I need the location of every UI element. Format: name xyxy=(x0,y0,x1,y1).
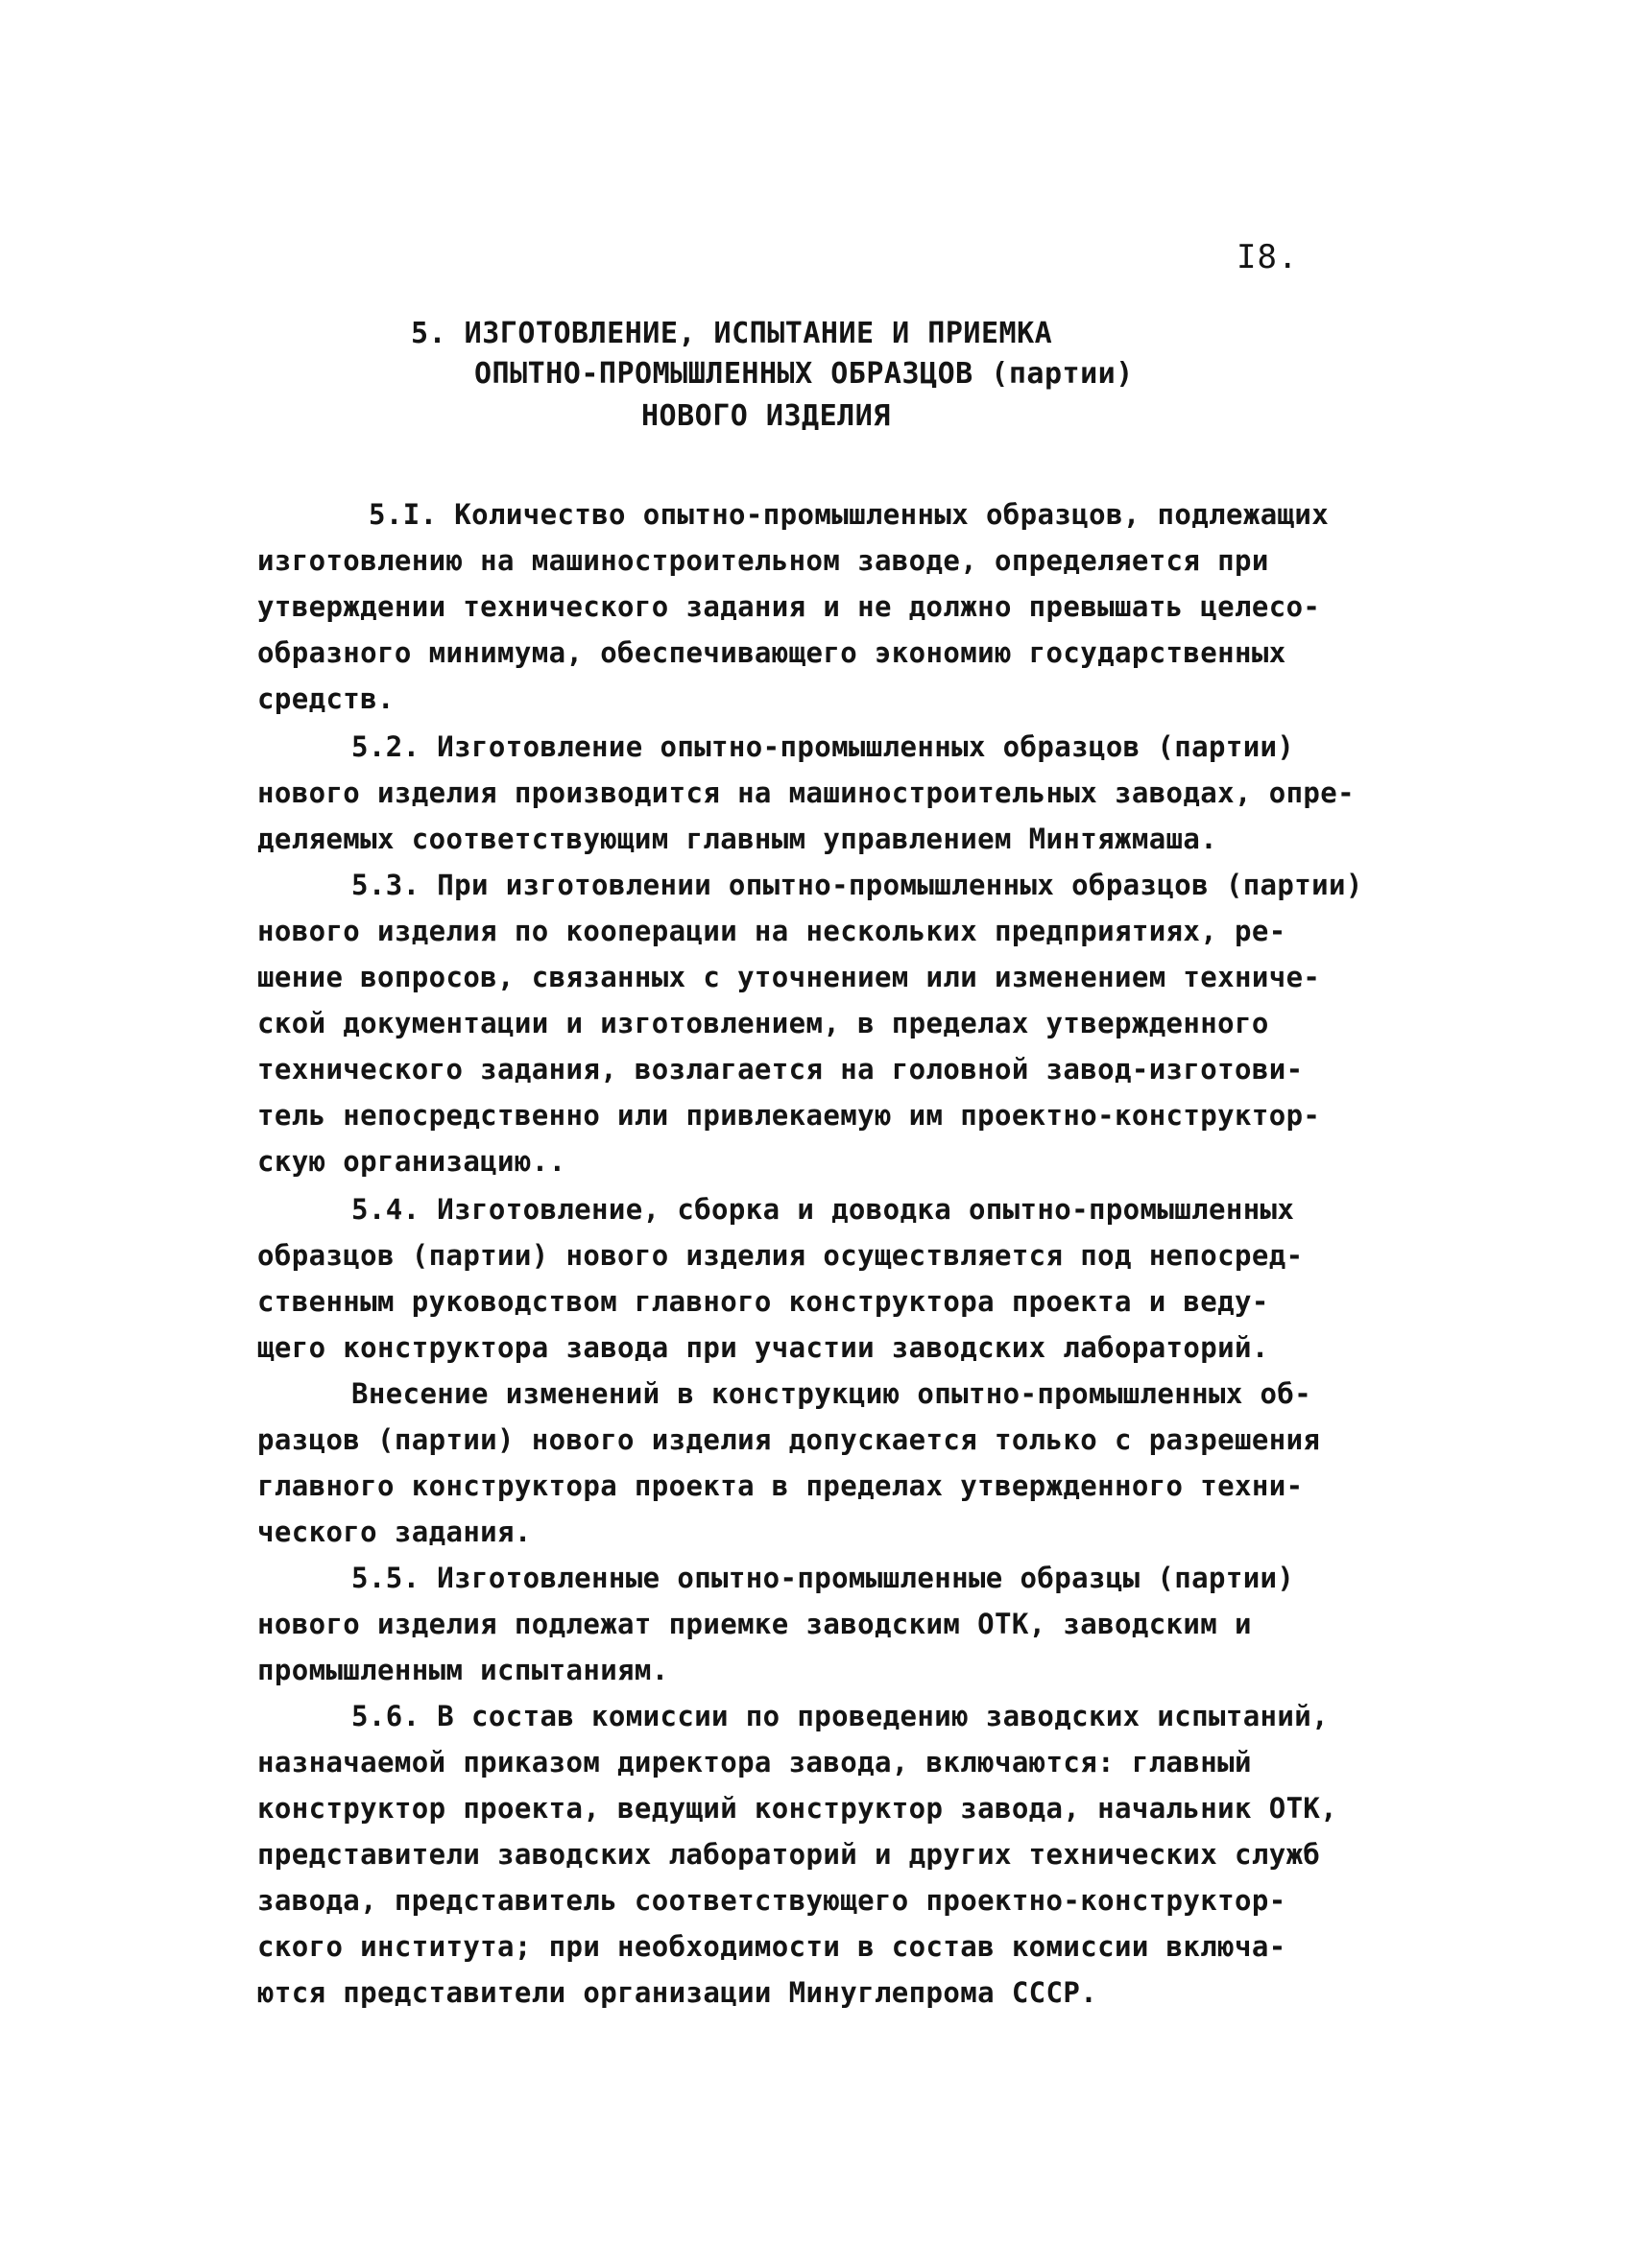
paragraph-line: 5.2. Изготовление опытно-промышленных образцов (партии) xyxy=(351,730,1295,763)
paragraph-line: завода, представитель соответствующего проектно-конструктор- xyxy=(257,1884,1286,1917)
paragraph-line: представители заводских лабораторий и других технических служб xyxy=(257,1838,1321,1871)
paragraph-line: средств. xyxy=(257,682,395,715)
paragraph-line: нового изделия производится на машиностроительных заводах, опре- xyxy=(257,776,1356,809)
paragraph-line: тель непосредственно или привлекаемую им проектно-конструктор- xyxy=(257,1099,1321,1132)
paragraph-line: 5.6. В состав комиссии по проведению заводских испытаний, xyxy=(351,1700,1329,1732)
paragraph-line: главного конструктора проекта в пределах утвержденного техни- xyxy=(257,1469,1304,1502)
paragraph-line: разцов (партии) нового изделия допускается только с разрешения xyxy=(257,1423,1321,1456)
paragraph-line: 5.4. Изготовление, сборка и доводка опытно-промышленных xyxy=(351,1193,1295,1226)
heading-line-1: 5. ИЗГОТОВЛЕНИЕ, ИСПЫТАНИЕ И ПРИЕМКА xyxy=(411,317,1053,350)
paragraph-line: 5.5. Изготовленные опытно-промышленные образцы (партии) xyxy=(351,1562,1295,1594)
paragraph-line: деляемых соответствующим главным управлением Минтяжмаша. xyxy=(257,823,1218,855)
paragraph-line: ственным руководством главного конструктора проекта и веду- xyxy=(257,1285,1269,1318)
paragraph-line: утверждении технического задания и не должно превышать целесо- xyxy=(257,590,1321,623)
paragraph-line: 5.3. При изготовлении опытно-промышленных образцов (партии) xyxy=(351,869,1363,901)
paragraph-line: технического задания, возлагается на головной завод-изготови- xyxy=(257,1053,1304,1086)
paragraph-line: нового изделия по кооперации на нескольких предприятиях, ре- xyxy=(257,915,1286,947)
paragraph-line: ской документации и изготовлением, в пределах утвержденного xyxy=(257,1007,1269,1039)
paragraph-line: изготовлению на машиностроительном заводе, определяется при xyxy=(257,544,1269,577)
paragraph-line: 5.I. Количество опытно-промышленных образцов, подлежащих xyxy=(369,498,1330,531)
paragraph-line: щего конструктора завода при участии заводских лабораторий. xyxy=(257,1331,1269,1364)
paragraph-line: шение вопросов, связанных с уточнением или изменением техниче- xyxy=(257,961,1321,993)
paragraph-line: ческого задания. xyxy=(257,1516,532,1548)
heading-line-2: ОПЫТНО-ПРОМЫШЛЕННЫХ ОБРАЗЦОВ (партии) xyxy=(474,357,1134,391)
paragraph-line: промышленным испытаниям. xyxy=(257,1654,669,1686)
paragraph-line: образного минимума, обеспечивающего экономию государственных xyxy=(257,636,1286,669)
paragraph-line: нового изделия подлежат приемке заводским ОТК, заводским и xyxy=(257,1608,1252,1640)
paragraph-line: назначаемой приказом директора завода, включаются: главный xyxy=(257,1746,1252,1779)
paragraph-line: образцов (партии) нового изделия осуществляется под непосред- xyxy=(257,1239,1304,1272)
paragraph-line: Внесение изменений в конструкцию опытно-промышленных об- xyxy=(351,1377,1312,1410)
paragraph-line: скую организацию.. xyxy=(257,1145,566,1178)
heading-line-3: НОВОГО ИЗДЕЛИЯ xyxy=(641,399,891,433)
page-number: I8. xyxy=(1237,238,1299,276)
paragraph-line: конструктор проекта, ведущий конструктор завода, начальник ОТК, xyxy=(257,1792,1338,1825)
paragraph-line: ются представители организации Минуглепрома СССР. xyxy=(257,1976,1098,2009)
paragraph-line: ского института; при необходимости в состав комиссии включа- xyxy=(257,1930,1286,1963)
